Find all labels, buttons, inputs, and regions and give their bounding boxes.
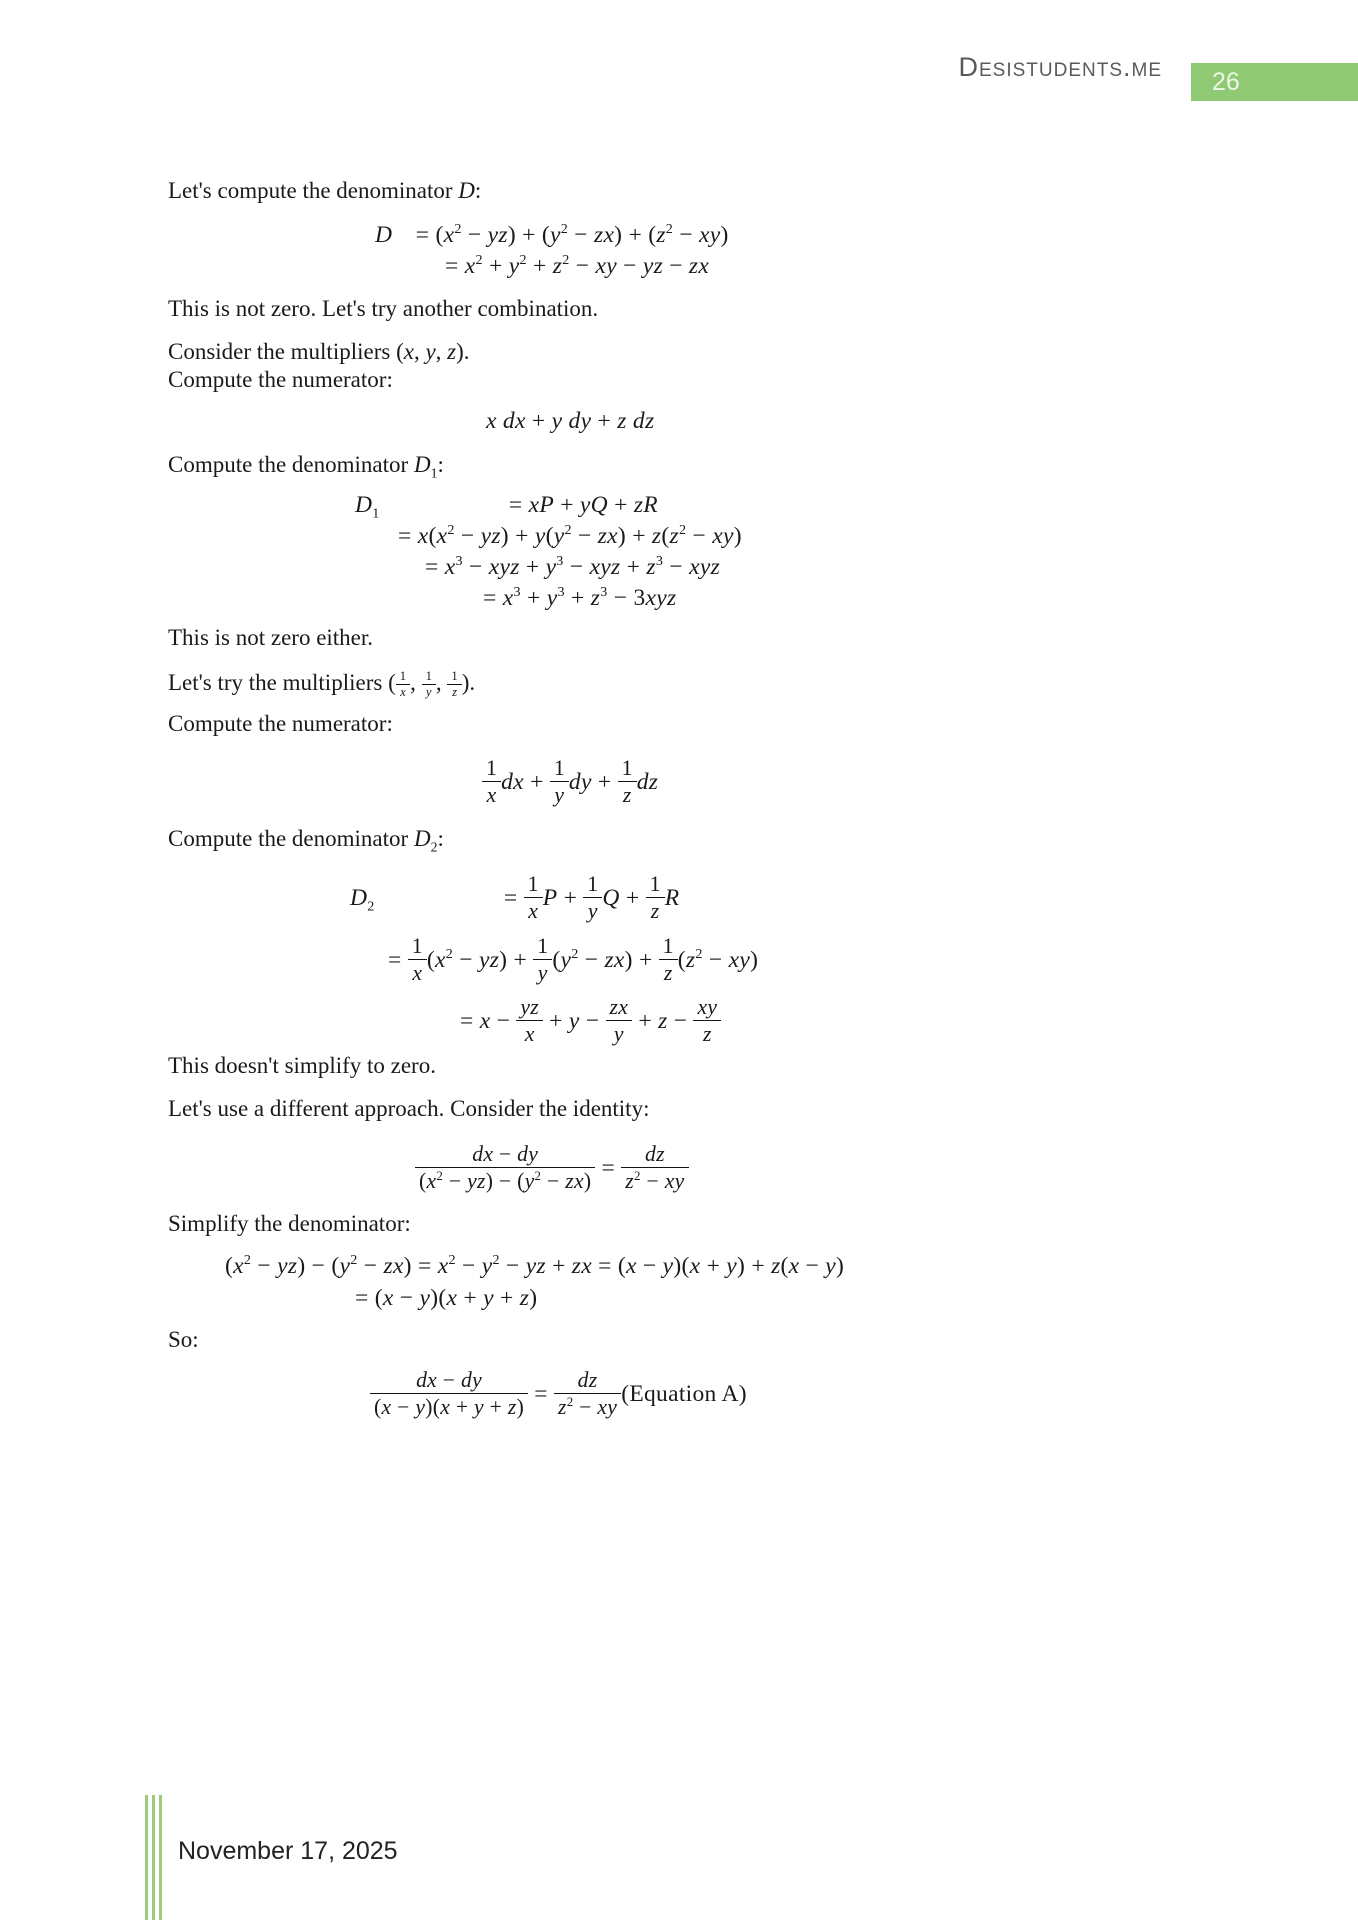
equation-d2-line-3: = x − $\frac{yz}{x}$ + y − $\frac{zx}{y}$ + z − $\frac{xy}{z}$ [460, 995, 721, 1046]
equation-d2-line-1: $D_2$ = $\frac{1}{x}$ P + $\frac{1}{y}$ Q + $\frac{1}{z}$ R [350, 872, 680, 924]
paragraph-compute-numerator-2: Compute the numerator: [168, 711, 393, 736]
accent-bar [152, 1795, 155, 1920]
equation-d2-line-2: = $\frac{1}{x}$ $(x^2 - yz)$ + $\frac{1}{y}$ $(y^2 - zx)$ + $\frac{1}{z}$ $(z^2 - xy)$ [388, 934, 759, 986]
site-name: Desistudents.me [958, 52, 1162, 82]
equation-d-line-1: $D = (x^2 - yz) + (y^2 - zx) + (z^2 - xy)$ [375, 221, 729, 248]
accent-bar [145, 1795, 148, 1920]
footer-date: November 17, 2025 [178, 1837, 398, 1865]
page-number-box [1191, 63, 1358, 101]
paragraph-simplify-denominator: Simplify the denominator: [168, 1211, 411, 1236]
page-number: 26 [1212, 68, 1240, 96]
paragraph-no-simplify: This doesn't simplify to zero. [168, 1053, 436, 1078]
equation-numerator-2: $\frac{1}{x}$ dx + $\frac{1}{y}$ dy + $\frac{1}{z}$ dz [482, 756, 658, 807]
equation-d1-line-2: = $x(x^2 - yz) + y(y^2 - zx) + z(z^2 - xy)$ [398, 522, 742, 549]
accent-bar [159, 1795, 162, 1920]
equation-numerator-1: x dx + y dy + z dz [486, 408, 655, 434]
paragraph-compute-denominator-d1: Compute the denominator $D_1$: [168, 452, 444, 481]
paragraph-not-zero-either: This is not zero either. [168, 625, 374, 650]
equation-simplify-line-2: = (x − y)(x + y + z) [355, 1285, 538, 1311]
equation-d-line-2: = $x^2 + y^2 + z^2$ − xy − yz − zx [445, 252, 710, 279]
equation-d1-line-4: = $x^3 + y^3 + z^3 - 3xyz$ [483, 584, 677, 611]
equation-identity: $\frac{dx - dy}{(x^2 - yz) - (y^2 - zx)}$ = $\frac{dz}{z^2 - xy}$ [415, 1142, 689, 1193]
paragraph-compute-numerator-1: Compute the numerator: [168, 367, 393, 392]
equation-a: $\frac{dx - dy}{(x - y)(x + y + z)}$ = $\frac{dz}{z^2 - xy}$ (Equation A) [370, 1368, 747, 1419]
paragraph-compute-denominator-d: Let's compute the denominator D: [168, 178, 482, 203]
paragraph-compute-denominator-d2: Compute the denominator $D_2$: [168, 826, 444, 855]
equation-d1-line-3: = $x^3$ − xyz + $y^3$ − xyz + $z^3$ − xyz [425, 553, 721, 580]
equation-d1-line-1: $D_1$ = xP + yQ + zR [355, 492, 658, 522]
paragraph-try-multipliers: Let's try the multipliers ( $\frac{1}{x}$ , $\frac{1}{y}$ , $\frac{1}{z}$ ). [168, 669, 476, 700]
paragraph-not-zero: This is not zero. Let's try another combination. [168, 296, 599, 321]
footer-accent-bars [145, 1795, 162, 1920]
paragraph-consider-multipliers: Consider the multipliers (x, y, z). [168, 339, 470, 364]
equation-simplify-line-1: $(x^2 - yz) - (y^2 - zx) = x^2 - y^2$ − yz + zx = (x − y)(x + y) + z(x − y) [225, 1252, 845, 1279]
paragraph-so: So: [168, 1327, 199, 1352]
paragraph-different-approach: Let's use a different approach. Consider the identity: [168, 1096, 650, 1121]
